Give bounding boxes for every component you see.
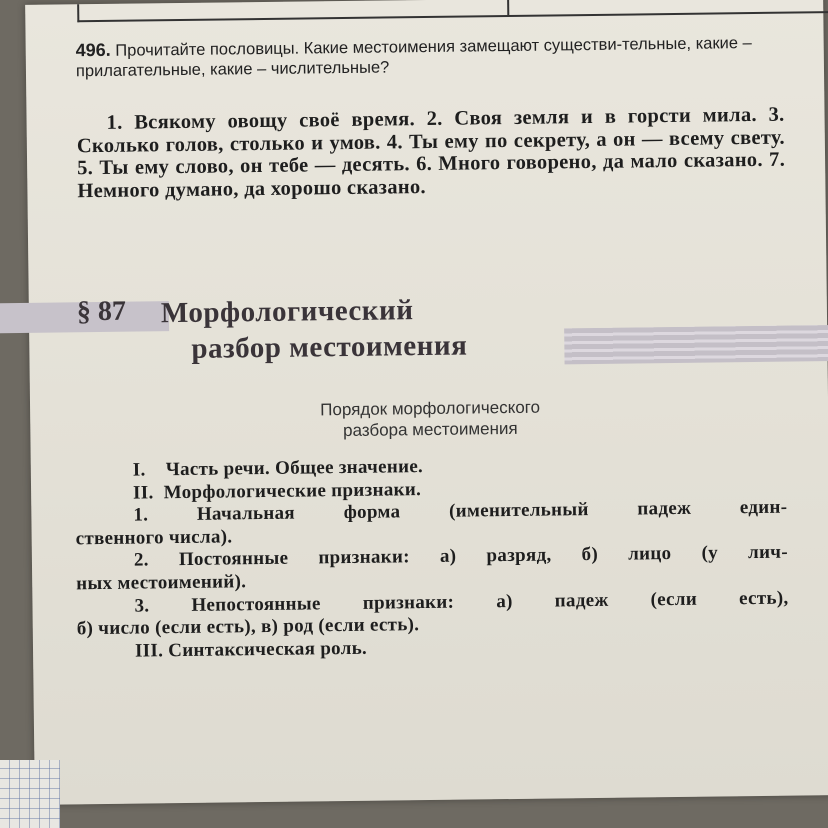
plan-item: II. Морфологические признаки. (132, 478, 422, 504)
plan-list (75, 452, 789, 664)
section-title (161, 292, 468, 368)
table-divider (507, 0, 509, 15)
plan-title-line2: разбора местоимения (342, 418, 518, 441)
notebook-grid-corner (0, 760, 60, 828)
plan-item: б) число (если есть), в) род (если есть). (76, 614, 420, 640)
plan-item: 2. Постоянные признаки: а) разряд, б) лицо (у лич- (133, 542, 789, 571)
plan-item: ных местоимений). (76, 571, 247, 595)
plan-title (260, 396, 600, 442)
plan-title-line1: Порядок морфологического (320, 397, 541, 420)
plan-item: 3. Непостоянные признаки: а) падеж (если есть), (134, 587, 789, 617)
section-band-stripes (564, 325, 828, 365)
plan-item: I. Часть речи. Общее значение. (132, 456, 424, 481)
table-border (77, 0, 828, 22)
plan-item: ственного числа). (75, 526, 233, 550)
exercise-instruction (76, 32, 776, 82)
exercise-number: 496. (75, 39, 111, 61)
plan-item: 1. Начальная форма (именительный падеж един- (133, 496, 788, 526)
section-title-line2: разбор местоимения (191, 329, 468, 365)
section-number: § 87 (76, 295, 127, 328)
section-title-line1: Морфологический (160, 294, 414, 330)
textbook-page (25, 0, 828, 805)
plan-item: III. Синтаксическая роль. (134, 637, 368, 662)
exercise-text: Прочитайте пословицы. Какие местоимения замещают существи-тельные, какие – прилагательные, какие – числительные? (75, 34, 752, 81)
proverbs-text: 1. Всякому овощу своё время. 2. Своя земля и в горсти мила. 3. Сколько голов, столько и умов. 4. Ты ему по секрету, а он — всему свету. 5. Ты ему слово, он тебе — десять. 6. Много говорено, да мало сказано. 7. Немного думано, да хорошо сказано. (76, 103, 786, 202)
